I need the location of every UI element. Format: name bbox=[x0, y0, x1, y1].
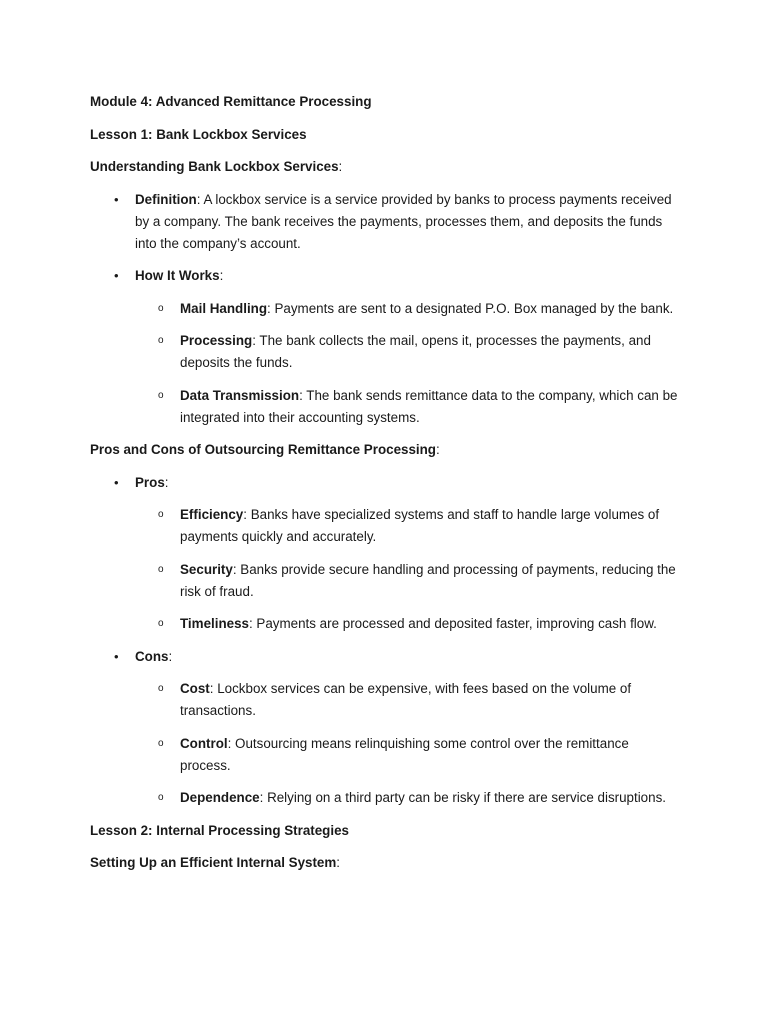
term-label: Mail Handling bbox=[180, 300, 268, 316]
sub-list-item bbox=[135, 385, 680, 429]
term-label: Data Transmission bbox=[180, 387, 300, 403]
list-item-cons bbox=[90, 646, 680, 810]
disc-bullet-icon: • bbox=[114, 474, 119, 490]
sub-list-item bbox=[135, 559, 680, 603]
term-text: : Banks have specialized systems and staff to handle large volumes of payments quickly and accurately. bbox=[180, 507, 660, 544]
term-text: : bbox=[164, 474, 169, 490]
term-label: Efficiency bbox=[180, 507, 244, 522]
term-text: : The bank sends remittance data to the company, which can be integrated into their accounting systems. bbox=[180, 387, 678, 425]
section-heading: Setting Up an Efficient Internal System: bbox=[90, 855, 341, 870]
term-label: How It Works bbox=[135, 268, 220, 283]
term-text: : Payments are processed and deposited faster, improving cash flow. bbox=[248, 616, 657, 631]
circle-bullet-icon: o bbox=[158, 302, 164, 314]
term-text: : bbox=[168, 648, 173, 664]
term-text: : Lockbox services can be expensive, with fees based on the volume of transactions. bbox=[180, 681, 632, 718]
term-label: Cons bbox=[135, 648, 169, 664]
lesson-title: Lesson 1: Bank Lockbox Services bbox=[90, 126, 307, 142]
circle-bullet-icon: o bbox=[158, 792, 164, 803]
circle-bullet-icon: o bbox=[158, 618, 164, 629]
term-text: : Payments are sent to a designated P.O. Box managed by the bank. bbox=[267, 300, 674, 316]
term-text: : Relying on a third party can be risky if there are service disruptions. bbox=[259, 790, 666, 805]
bullet-list bbox=[90, 472, 680, 810]
sub-list-item bbox=[135, 787, 680, 809]
term-label: Dependence bbox=[180, 790, 260, 805]
list-item-pros bbox=[90, 472, 680, 636]
term-label: Timeliness bbox=[180, 616, 249, 631]
sub-bullet-list bbox=[135, 678, 680, 809]
term-label: Security bbox=[180, 561, 233, 577]
term-text: : The bank collects the mail, opens it, processes the payments, and deposits the funds. bbox=[180, 333, 651, 370]
term-label: Definition bbox=[135, 191, 197, 207]
term-label: Cost bbox=[180, 681, 210, 696]
term-label: Pros bbox=[135, 474, 165, 490]
list-item-how-it-works bbox=[90, 265, 680, 429]
circle-bullet-icon: o bbox=[158, 509, 164, 520]
sub-bullet-list bbox=[135, 298, 680, 429]
term-text: : Outsourcing means relinquishing some control over the remittance process. bbox=[180, 735, 629, 773]
term-text: : Banks provide secure handling and processing of payments, reducing the risk of fraud. bbox=[180, 561, 676, 599]
term-label: Control bbox=[180, 735, 228, 751]
sub-list-item bbox=[135, 678, 680, 722]
list-item-definition bbox=[90, 189, 680, 255]
section-heading: Pros and Cons of Outsourcing Remittance Processing: bbox=[90, 442, 440, 457]
circle-bullet-icon: o bbox=[158, 737, 164, 749]
circle-bullet-icon: o bbox=[158, 389, 164, 401]
sub-list-item bbox=[135, 330, 680, 374]
sub-bullet-list bbox=[135, 504, 680, 635]
circle-bullet-icon: o bbox=[158, 683, 164, 694]
term-label: Processing bbox=[180, 333, 253, 348]
sub-list-item bbox=[135, 298, 680, 320]
disc-bullet-icon: • bbox=[114, 648, 119, 664]
sub-list-item bbox=[135, 504, 680, 548]
term-text: : A lockbox service is a service provided by banks to process payments received by a company. The bank receives the payments, processes them, and deposits the funds into the company’s account. bbox=[135, 191, 672, 251]
disc-bullet-icon: • bbox=[114, 191, 119, 207]
term-text: : bbox=[219, 268, 224, 283]
module-title: Module 4: Advanced Remittance Processing bbox=[90, 94, 372, 109]
disc-bullet-icon: • bbox=[114, 268, 119, 283]
section-heading: Understanding Bank Lockbox Services: bbox=[90, 159, 343, 174]
sub-list-item bbox=[135, 613, 680, 635]
document-page bbox=[90, 91, 680, 885]
circle-bullet-icon: o bbox=[158, 563, 164, 575]
sub-list-item bbox=[135, 733, 680, 777]
bullet-list bbox=[90, 189, 680, 429]
circle-bullet-icon: o bbox=[158, 335, 164, 346]
lesson-title: Lesson 2: Internal Processing Strategies bbox=[90, 822, 349, 838]
